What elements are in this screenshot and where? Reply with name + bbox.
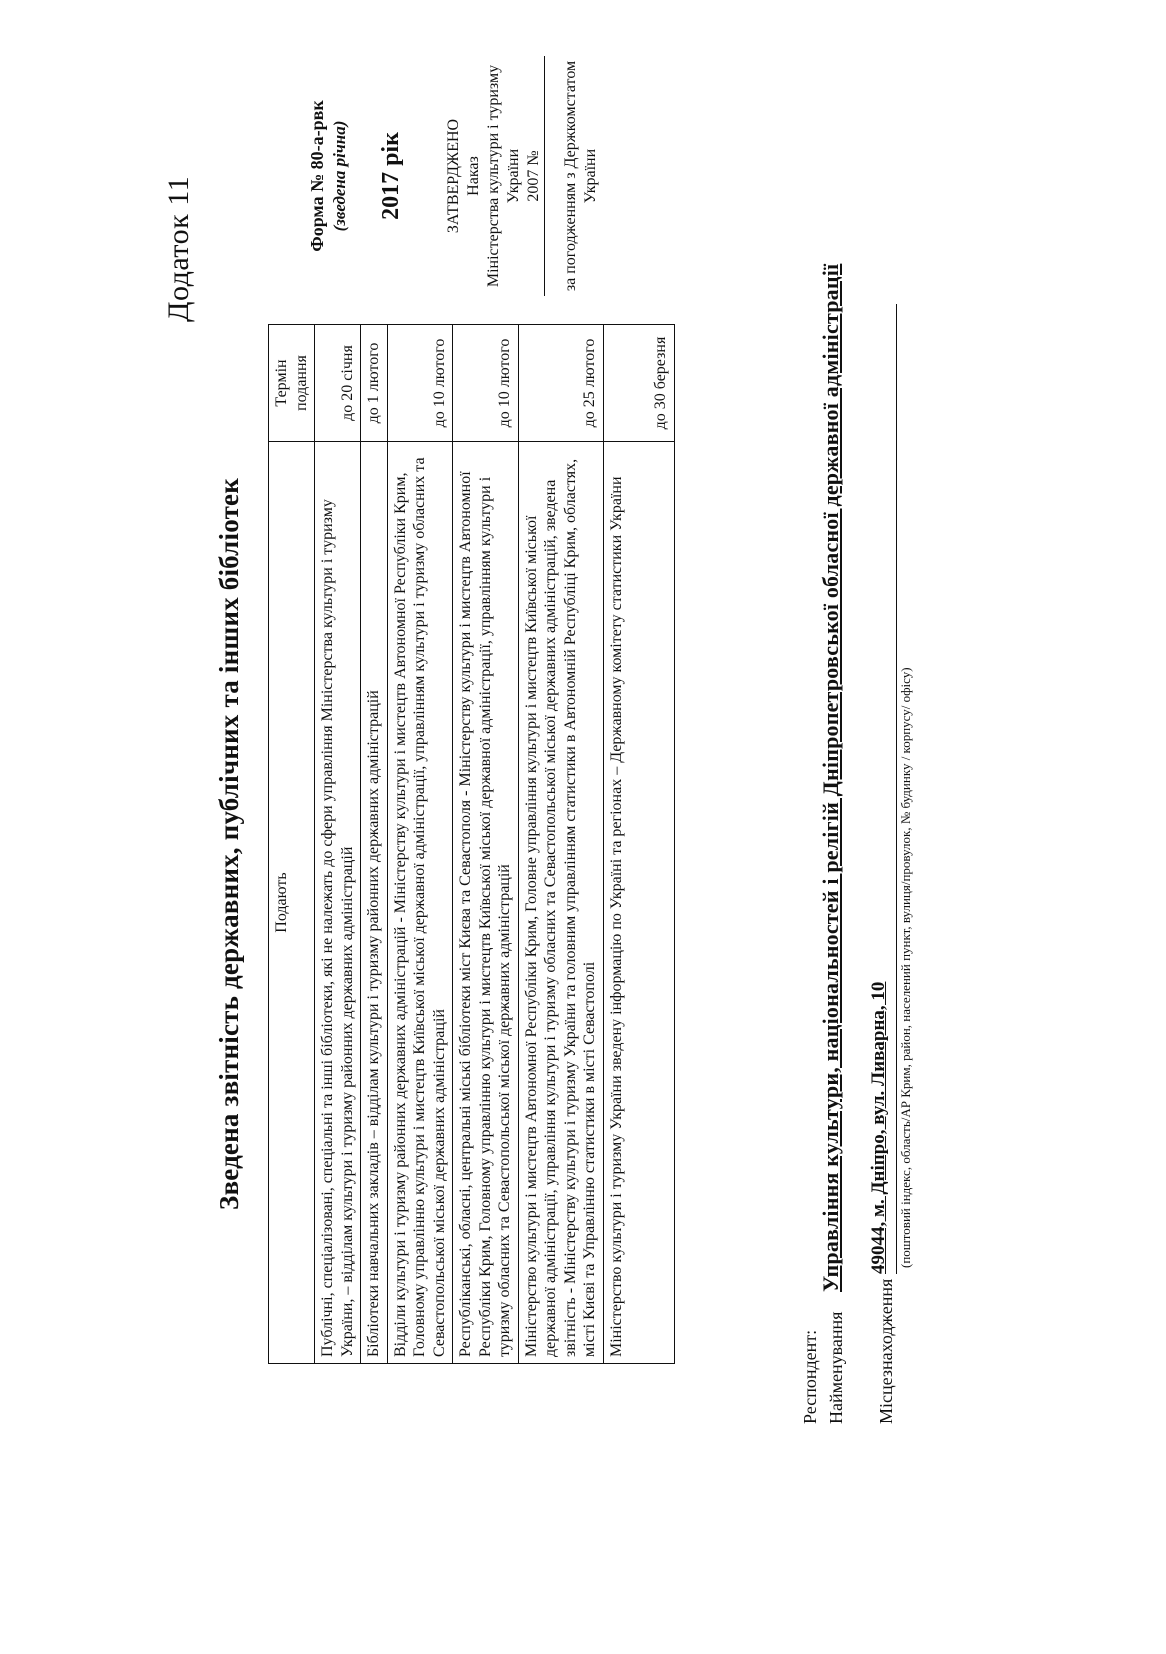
table-row bbox=[453, 325, 519, 1364]
order-number: 2007 № bbox=[524, 56, 545, 296]
row-deadline: до 10 лютого bbox=[453, 325, 519, 442]
row-submitters: Бібліотеки навчальних закладів – відділам культури і туризму районних державних адміністрацій bbox=[361, 442, 388, 1364]
deadlines-table bbox=[268, 324, 675, 1364]
table-row bbox=[315, 325, 361, 1364]
ministry-name: Міністерства культури і туризму України bbox=[484, 64, 522, 288]
table-row bbox=[361, 325, 388, 1364]
form-subtitle: (зведена річна) bbox=[329, 120, 349, 232]
header-submitters: Подають bbox=[269, 442, 315, 1364]
table-row bbox=[603, 325, 674, 1364]
table-header-row bbox=[269, 325, 315, 1364]
row-deadline: до 1 лютого bbox=[361, 325, 388, 442]
respondent-label: Респондент: bbox=[800, 1329, 820, 1424]
respondent-name: Управління культури, національностей і релігій Дніпропетровської обласної державної адміністрації bbox=[818, 263, 843, 1292]
header-deadline: Термін подання bbox=[269, 325, 315, 442]
report-year: 2017 рік bbox=[377, 132, 404, 220]
location-note: (поштовий індекс, область/АР Крим, район, населений пункт, вулиця/провулок, № будинку / корпусу/ офісу) bbox=[898, 667, 913, 1268]
row-submitters: Публічні, спеціалізовані, спеціальні та інші бібліотеки, які не належать до сфери управління Міністерства культури і туризму України, – відділам культури і туризму районних державних адміністрацій bbox=[315, 442, 361, 1364]
form-number: Форма № 80-а-рвк bbox=[307, 100, 327, 252]
row-deadline: до 10 лютого bbox=[387, 325, 453, 442]
row-deadline: до 30 березня bbox=[603, 325, 674, 442]
agreement-note: за погодженням з Держкомстатом України bbox=[561, 60, 599, 292]
table-row bbox=[518, 325, 603, 1364]
row-submitters: Міністерство культури і мистецтв Автономної Республіки Крим, Головне управління культури і мистецтв Київської міської державної адміністрації, управління культури і туризму обласних та Севастопольської міської державних адміністрацій, зведена звітність - Міністерству культури і туризму України та головним управлінням статистики в Автономній Республіці Крим, областях, місті Києві та Управлінню статистики в місті Севастополі bbox=[518, 442, 603, 1364]
approved-label: ЗАТВЕРДЖЕНО bbox=[444, 118, 462, 234]
table-row bbox=[387, 325, 453, 1364]
row-submitters: Міністерство культури і туризму України зведену інформацію по Україні та регіонах – Державному комітету статистики України bbox=[603, 442, 674, 1364]
location-underline bbox=[896, 304, 897, 1274]
document-title: Зведена звітність державних, публічних та інших бібліотек bbox=[214, 478, 244, 1210]
location-label: Місцезнаходження bbox=[876, 1278, 896, 1424]
row-submitters: Республіканські, обласні, центральні міські бібліотеки міст Києва та Севастополя - Міністерству культури і мистецтв Автономної Республіки Крим, Головному управлінню культури і мистецтв Київської міської державної адміністрації, управлінням культури і туризму обласних та Севастопольської міської державних адміністрацій bbox=[453, 442, 519, 1364]
location-value: 49044, м. Дніпро, вул. Ливарна, 10 bbox=[868, 981, 889, 1274]
row-submitters: Відділи культури і туризму районних державних адміністрацій - Міністерству культури і мистецтв Автономної Республіки Крим, Головному управлінню культури і мистецтв Київської міської державної адміністрації, управлінням культури і туризму обласних та Севастопольської міської державних адміністрацій bbox=[387, 442, 453, 1364]
row-deadline: до 25 лютого bbox=[518, 325, 603, 442]
row-deadline: до 20 січня bbox=[315, 325, 361, 442]
form-info-block bbox=[300, 56, 601, 296]
approval-block bbox=[444, 56, 545, 296]
order-label: Наказ bbox=[464, 156, 482, 196]
appendix-number: Додаток 11 bbox=[162, 175, 195, 322]
name-label: Найменування bbox=[826, 1311, 846, 1424]
